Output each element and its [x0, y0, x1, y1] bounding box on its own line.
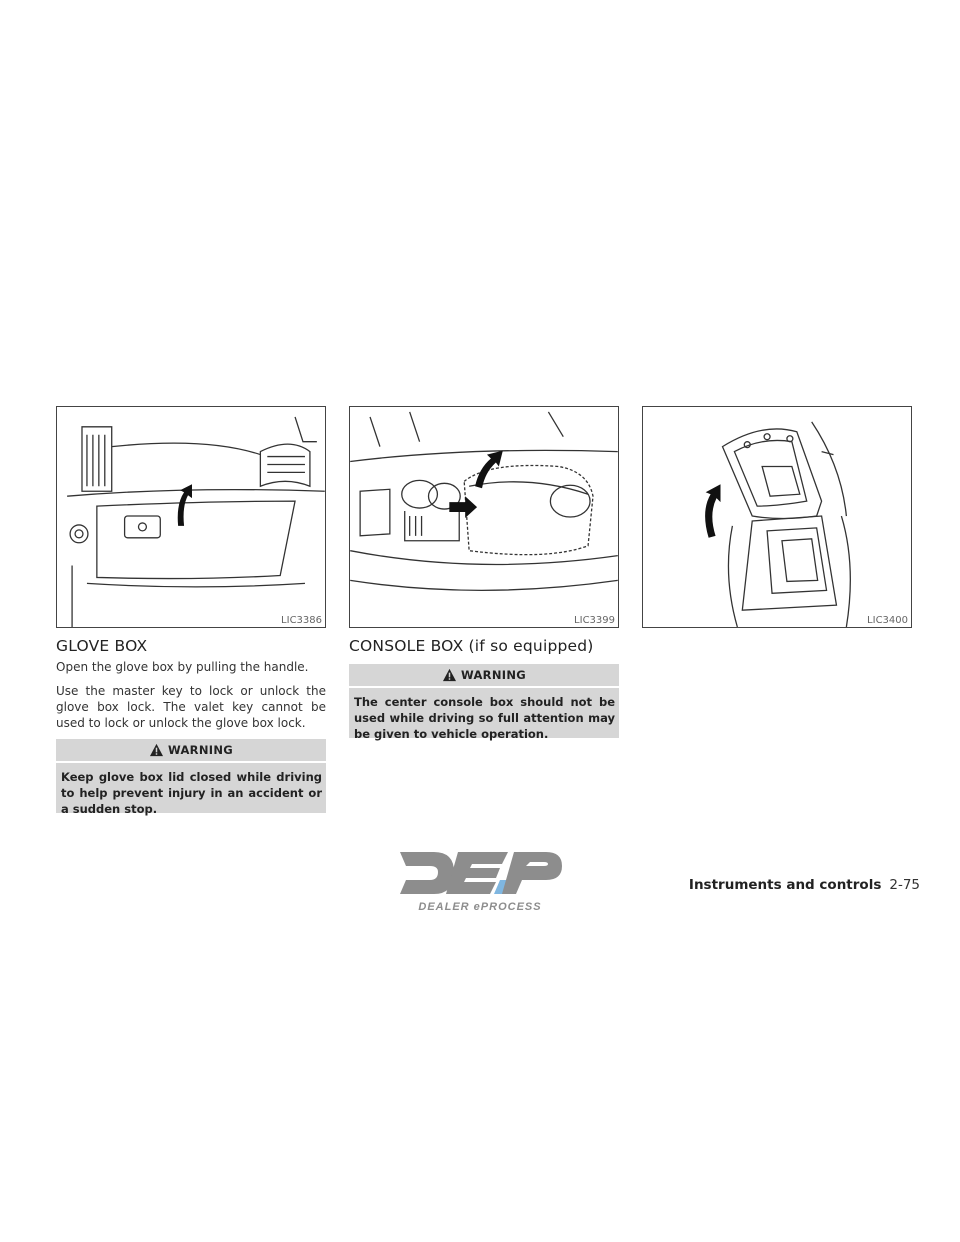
dep-logo-icon: [396, 850, 564, 914]
warning-header: [56, 739, 326, 761]
glove-box-paragraph-2: Use the master key to lock or unlock the glove box lock. The valet key cannot be used to lock or unlock the glove box lock.: [56, 684, 326, 730]
warning-label: WARNING: [461, 668, 526, 682]
warning-label: WARNING: [168, 743, 233, 757]
console-box-warning: [349, 664, 619, 741]
glove-box-illustration-icon: [57, 407, 325, 627]
glove-box-paragraph-1: Open the glove box by pulling the handle.: [56, 660, 309, 674]
warning-triangle-icon: [149, 743, 164, 757]
page-footer: [689, 877, 920, 893]
section-title: Instruments and controls: [688, 877, 882, 893]
console-box-illustration-icon: [350, 407, 618, 627]
logo-tagline: DEALER ePROCESS: [418, 901, 542, 913]
glove-box-figure: [56, 406, 326, 628]
figure-code: LIC3400: [867, 615, 908, 626]
dealer-eprocess-logo: [396, 850, 564, 914]
console-box-heading: CONSOLE BOX (if so equipped): [349, 637, 594, 655]
warning-text: Keep glove box lid closed while driving to help prevent injury in an accident or a sudden stop.: [61, 770, 322, 816]
console-box-figure: [349, 406, 619, 628]
warning-text: The center console box should not be used while driving so full attention may be given to vehicle operation.: [354, 695, 615, 741]
glove-box-warning: [56, 739, 326, 816]
figure-code: LIC3386: [281, 615, 322, 626]
console-box-open-figure: [642, 406, 912, 628]
warning-header: [349, 664, 619, 686]
glove-box-heading: GLOVE BOX: [56, 637, 148, 655]
warning-triangle-icon: [442, 668, 457, 682]
figure-code: LIC3399: [574, 615, 615, 626]
page-number: 2-75: [889, 877, 920, 893]
console-box-open-illustration-icon: [643, 407, 911, 627]
